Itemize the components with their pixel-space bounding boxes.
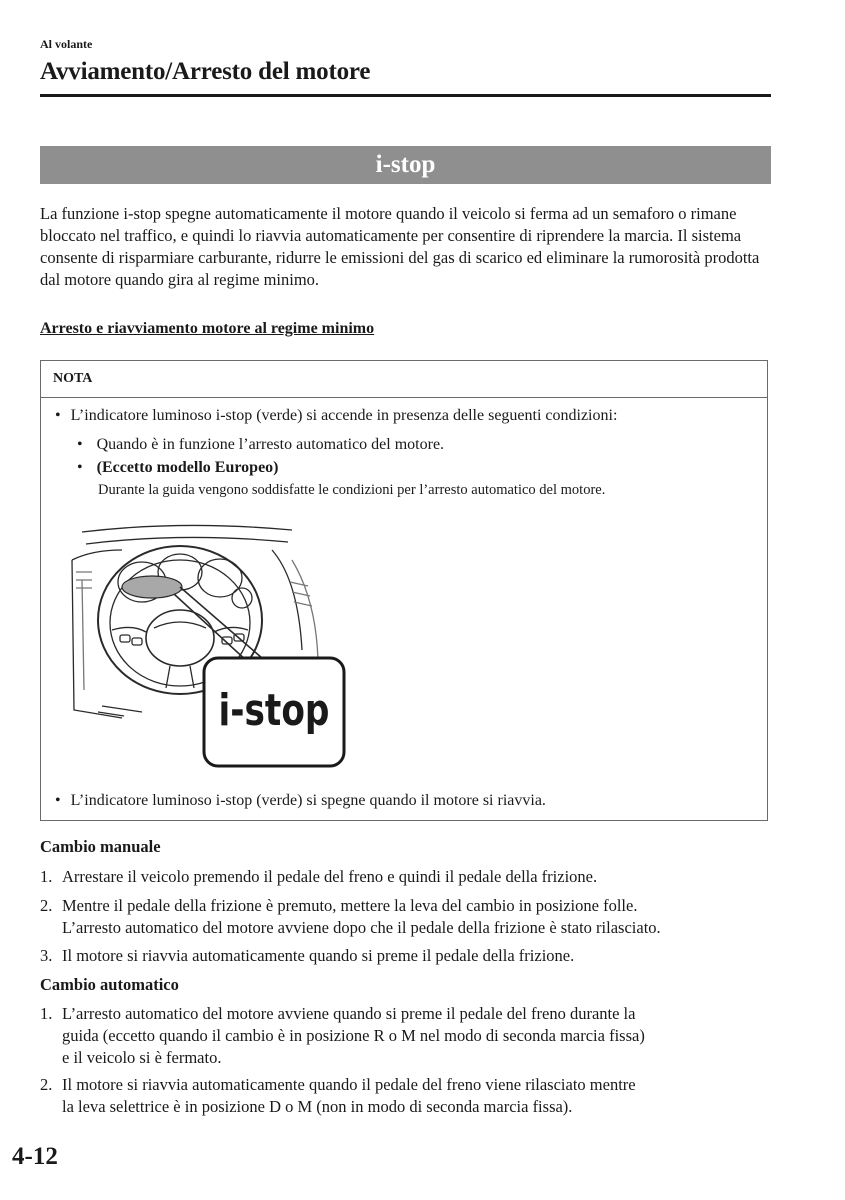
bullet-dot-icon: • xyxy=(77,436,83,453)
istop-banner: i-stop xyxy=(40,146,771,184)
subheading-idle-stop: Arresto e riavviamento motore al regime minimo xyxy=(40,320,375,337)
bullet-dot-icon: • xyxy=(77,459,83,476)
bullet-dot-icon: • xyxy=(55,407,61,424)
step-number: 2. xyxy=(40,1075,53,1094)
steering-wheel-illustration xyxy=(62,520,362,775)
step-text: Il motore si riavvia automaticamente quando si preme il pedale della frizione. xyxy=(62,946,575,965)
manual-step-1 xyxy=(40,866,598,888)
page-title: Avviamento/Arresto del motore xyxy=(40,58,371,85)
step-text: e il veicolo si è fermato. xyxy=(62,1048,222,1067)
step-text: guida (eccetto quando il cambio è in posizione R o M nel modo di seconda marcia fissa) xyxy=(62,1026,645,1045)
note-sub-1-text: Quando è in funzione l’arresto automatico del motore. xyxy=(96,436,445,453)
note-header: NOTA xyxy=(41,361,767,398)
note-bullet-1-text: L’indicatore luminoso i-stop (verde) si accende in presenza delle seguenti condizioni: xyxy=(70,407,618,424)
step-text: Il motore si riavvia automaticamente quando il pedale del freno viene rilasciato mentre xyxy=(62,1075,636,1094)
automatic-step-2 xyxy=(40,1074,636,1116)
step-text: Mentre il pedale della frizione è premuto, mettere la leva del cambio in posizione folle. xyxy=(62,896,638,915)
note-sub-2-bold: (Eccetto modello Europeo) xyxy=(96,459,279,476)
section-label: Al volante xyxy=(40,37,93,51)
note-sub-2-text: Durante la guida vengono soddisfatte le condizioni per l’arresto automatico del motore. xyxy=(98,482,606,498)
step-number: 1. xyxy=(40,1004,53,1023)
istop-callout-label: i-stop xyxy=(218,684,330,737)
step-text: L’arresto automatico del motore avviene dopo che il pedale della frizione è stato rilasciato. xyxy=(62,918,661,937)
step-text: Arrestare il veicolo premendo il pedale del freno e quindi il pedale della frizione. xyxy=(62,867,598,886)
step-number: 1. xyxy=(40,867,53,886)
step-text: L’arresto automatico del motore avviene quando si preme il pedale del freno durante la xyxy=(62,1004,636,1023)
step-number: 3. xyxy=(40,946,53,965)
note-sub-2 xyxy=(77,459,279,477)
intro-paragraph: La funzione i-stop spegne automaticamente il motore quando il veicolo si ferma ad un semaforo o rimane bloccato nel traffico, e quindi lo riavvia automaticamente per consentire di riprendere la marcia. Il sistema consente di risparmiare carburante, ridurre le emissioni del gas di scarico ed eliminare la rumorosità prodotta dal motore quando gira al regime minimo. xyxy=(40,204,760,289)
automatic-heading: Cambio automatico xyxy=(40,975,179,994)
step-number: 2. xyxy=(40,896,53,915)
note-bullet-2-text: L’indicatore luminoso i-stop (verde) si spegne quando il motore si riavvia. xyxy=(70,792,546,809)
manual-heading: Cambio manuale xyxy=(40,837,161,856)
title-divider xyxy=(40,94,771,97)
page-number: 4-12 xyxy=(12,1143,58,1170)
note-sub-1 xyxy=(77,436,444,454)
note-bullet-1 xyxy=(55,407,617,425)
step-text: la leva selettrice è in posizione D o M (non in modo di seconda marcia fissa). xyxy=(62,1097,573,1116)
automatic-step-1 xyxy=(40,1003,645,1067)
manual-step-3 xyxy=(40,945,575,967)
note-bullet-2 xyxy=(55,792,546,810)
manual-step-2 xyxy=(40,895,661,937)
bullet-dot-icon: • xyxy=(55,792,61,809)
